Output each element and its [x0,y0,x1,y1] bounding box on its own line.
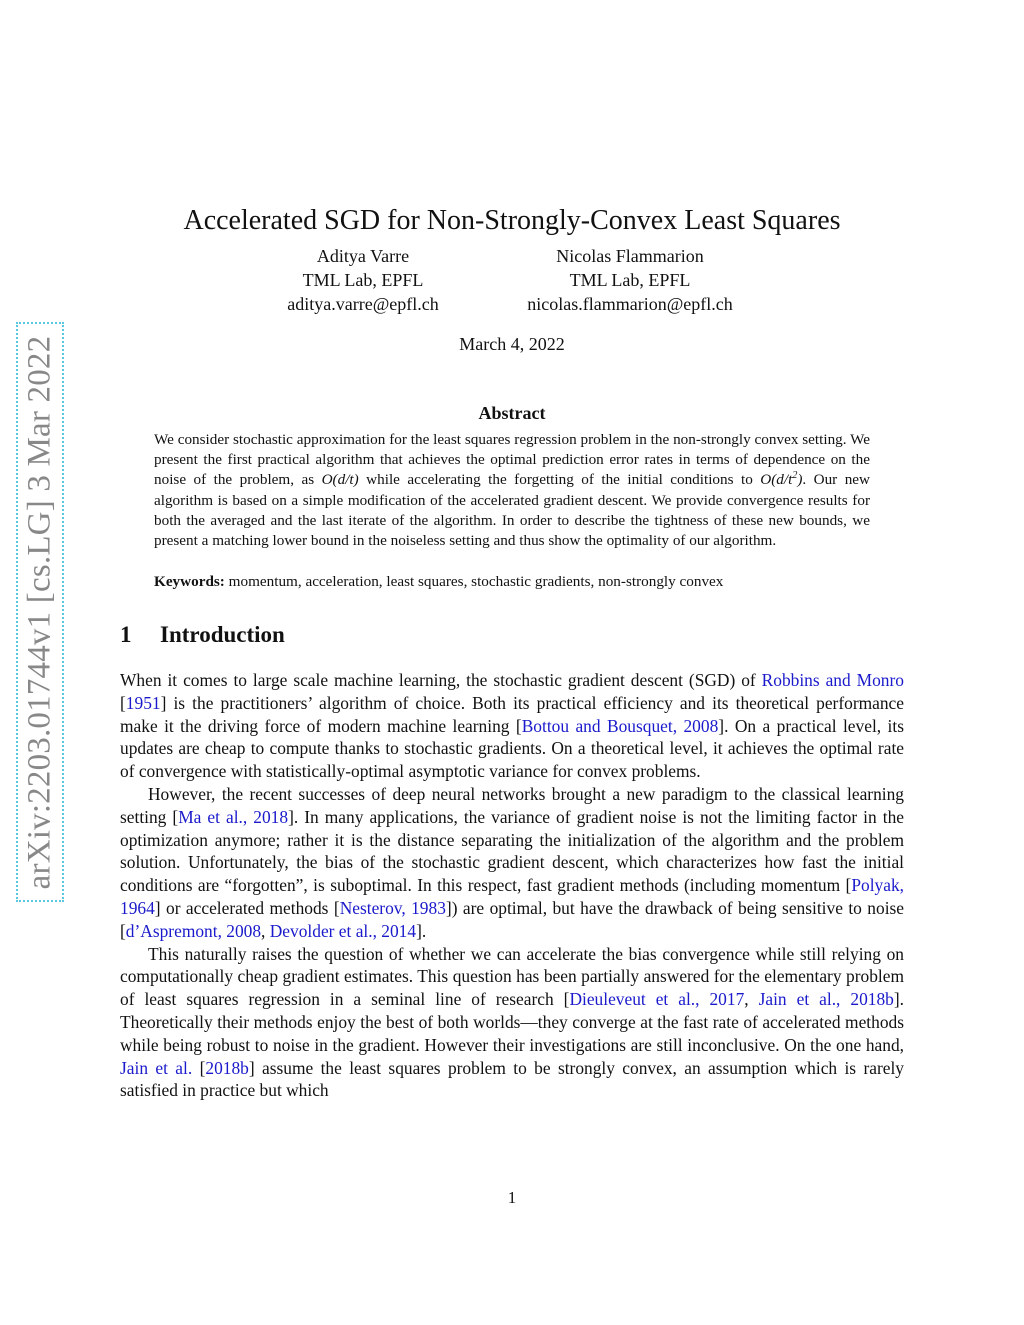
abstract-heading: Abstract [478,403,546,423]
section-number: 1 [120,622,132,647]
citation-link[interactable]: Dieuleveut et al., 2017 [569,989,745,1010]
paragraph: When it comes to large scale machine learning, the stochastic gradient descent (SGD) of Robbins and Monro [1951] is the practitioners’ algorithm of choice. Both its practical efficiency and its theoretical performance make it the driving force of modern machine learning [Bottou and Bousquet, 2008]. On a practical level, its updates are cheap to compute thanks to stochastic gradients. On a theoretical level, it achieves the optimal rate of convergence with statistically-optimal asymptotic variance for convex problems. [120,670,904,782]
author-affiliation: TML Lab, EPFL [569,270,691,290]
paragraph: However, the recent successes of deep neural networks brought a new paradigm to the classical learning setting [Ma et al., 2018]. In many applications, the variance of gradient noise is not the limiting factor in the optimization anymore; rather it is the distance separating the initialization of the algorithm and the problem solution. Unfortunately, the bias of the stochastic gradient descent, which characterizes how fast the initial conditions are “forgotten”, is suboptimal. In this respect, fast gradient methods (including momentum [Polyak, 1964] or accelerated methods [Nesterov, 1983]) are optimal, but have the drawback of being sensitive to noise [d’Aspremont, 2008, Devolder et al., 2014]. [120,783,905,941]
citation-link[interactable]: Bottou and Bousquet, 2008 [521,715,719,736]
author-name: Nicolas Flammarion [556,246,704,266]
author-email: aditya.varre@epfl.ch [287,294,439,314]
section-heading [120,622,285,648]
math-expression: O(d/t) [321,471,359,489]
arxiv-identifier: arXiv:2203.01744v1 [cs.LG] 3 Mar 2022 [21,335,58,889]
page-number: 1 [507,1188,517,1207]
citation-link[interactable]: 2018b [205,1057,249,1078]
keywords-label: Keywords: [154,573,225,590]
section-title: Introduction [160,622,285,647]
citation-link[interactable]: Jain et al. [120,1057,193,1078]
citation-link[interactable]: Polyak, 1964 [120,875,904,918]
citation-link[interactable]: Ma et al., 2018 [178,806,289,827]
author-name: Aditya Varre [316,246,410,266]
body-text [120,669,904,1102]
author-block-1 [263,244,463,316]
author-affiliation: TML Lab, EPFL [302,270,424,290]
citation-link[interactable]: Robbins and Monro [761,670,904,690]
abstract-text: We consider stochastic approximation for the least squares regression problem in the non-strongly convex setting. We present the first practical algorithm that achieves the optimal prediction error rates in terms of dependence on the noise of the problem, as O(d/t) while accelerating the forgetting of the initial conditions to $O(d/t^2)$. Our new algorithm is based on a simple modification of the accelerated gradient descent. We provide convergence results for both the averaged and the last iterate of the algorithm. In order to describe the tightness of these new bounds, we present a matching lower bound in the noiseless setting and thus show the optimality of our algorithm. [154,431,870,550]
author-block-2 [505,244,755,316]
author-email: nicolas.flammarion@epfl.ch [527,294,733,314]
citation-link[interactable]: 1951 [125,692,161,713]
paper-date: March 4, 2022 [459,334,565,354]
keywords-list: momentum, acceleration, least squares, stochastic gradients, non-strongly convex [228,573,724,590]
citation-link[interactable]: Jain et al., 2018b [758,989,894,1010]
math-expression: $O(d/t^2)$ [760,470,803,489]
paper-title: Accelerated SGD for Non-Strongly-Convex Least Squares [183,204,841,236]
citation-link[interactable]: Nesterov, 1983 [339,897,446,918]
paragraph: This naturally raises the question of whether we can accelerate the bias convergence while still relying on computationally cheap gradient estimates. This question has been partially answered for the elementary problem of least squares regression in a seminal line of research [Dieuleveut et al., 2017, Jain et al., 2018b]. Theoretically their methods enjoy the best of both worlds—they converge at the fast rate of accelerated methods while being robust to noise in the gradient. However their investigations are still inconclusive. On the one hand, Jain et al. [2018b] assume the least squares problem to be strongly convex, an assumption which is rarely satisfied in practice but which [120,943,904,1101]
keywords-line [154,572,870,592]
citation-link[interactable]: Devolder et al., 2014 [269,920,417,941]
citation-link[interactable]: d’Aspremont, 2008 [125,920,262,941]
